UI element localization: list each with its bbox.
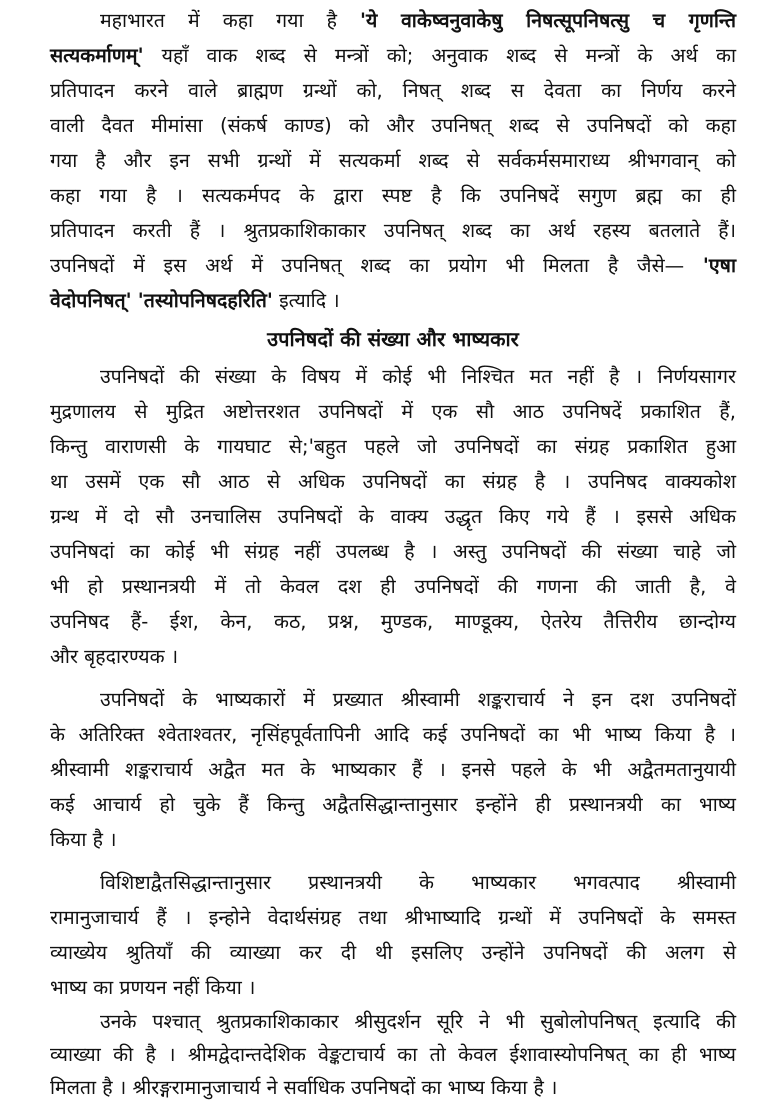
paragraph2-line: उपनिषदों की संख्या के विषय में कोई भी निश्चित मत नहीं है । निर्णयसागर — [100, 365, 736, 388]
paragraph3-line: उपनिषदों के भाष्यकारों में प्रख्यात श्रीस्वामी शङ्कराचार्य ने इन दश उपनिषदों — [100, 688, 736, 711]
paragraph1-line-4: वाली दैवत मीमांसा (संकर्ष काण्ड) को और उपनिषत् शब्द से उपनिषदों को कहा — [50, 114, 736, 137]
paragraph5-line: उनके पश्चात् श्रुतप्रकाशिकाकार श्रीसुदर्शन सूरि ने भी सुबोलोपनिषत् इत्यादि की — [100, 1010, 736, 1033]
paragraph1-text: महाभारत में कहा गया है — [100, 9, 361, 32]
paragraph5-line: मिलता है । श्रीरङ्गरामानुजाचार्य ने सर्वाधिक उपनिषदों का भाष्य किया है । — [50, 1076, 558, 1099]
paragraph1-line-5: गया है और इन सभी ग्रन्थों में सत्यकर्मा शब्द से सर्वकर्मसमाराध्य श्रीभगवान् को — [50, 149, 736, 172]
section-heading: उपनिषदों की संख्या और भाष्यकार — [267, 327, 519, 351]
quote-mahabharata: 'ये वाकेष्वनुवाकेषु निषत्सूपनिषत्सु च गृणन्ति — [360, 9, 736, 32]
quote-esha: 'एषा — [702, 254, 736, 277]
paragraph2-line: किन्तु वाराणसी के गायघाट से;'बहुत पहले जो उपनिषदों का संग्रह प्रकाशित हुआ — [50, 435, 736, 458]
paragraph1-text: यहाँ वाक शब्द से मन्त्रों को; अनुवाक शब्द से मन्त्रों के अर्थ का — [143, 44, 736, 67]
paragraph4-line: भाष्य का प्रणयन नहीं किया । — [50, 976, 256, 999]
paragraph2-line: था उसमें एक सौ आठ से अधिक उपनिषदों का संग्रह है । उपनिषद वाक्यकोश — [50, 470, 736, 493]
paragraph1-line-1 — [50, 4, 736, 38]
paragraph1-line-7: प्रतिपादन करती हैं । श्रुतप्रकाशिकाकार उपनिषत् शब्द का अर्थ रहस्य बतलाते हैं। — [50, 219, 736, 242]
paragraph1-text: उपनिषदों में इस अर्थ में उपनिषत् शब्द का प्रयोग भी मिलता है जैसे— — [50, 254, 703, 277]
quote-vedopanishat: वेदोपनिषत्' — [50, 289, 132, 312]
paragraph1-line-9 — [50, 284, 736, 318]
paragraph3-line: श्रीस्वामी शङ्कराचार्य अद्वैत मत के भाष्यकार हैं । इनसे पहले के भी अद्वैतमतानुयायी — [50, 758, 736, 781]
paragraph5-line: व्याख्या की है । श्रीमद्वेदान्तदेशिक वेङ्कटाचार्य का तो केवल ईशावास्योपनिषत् का ही भाष्य — [50, 1043, 736, 1066]
quote-tasyopanishad: 'तस्योपनिषदहरिति' — [137, 289, 273, 312]
paragraph1-line-2 — [50, 39, 736, 73]
paragraph2-line: ग्रन्थ में दो सौ उनचालिस उपनिषदों के वाक्य उद्धृत किए गये हैं । इससे अधिक — [50, 505, 736, 528]
paragraph2-line: मुद्रणालय से मुद्रित अष्टोत्तरशत उपनिषदों में एक सौ आठ उपनिषदें प्रकाशित हैं, — [50, 400, 736, 423]
paragraph3-line: के अतिरिक्त श्वेताश्वतर, नृसिंहपूर्वतापिनी आदि कई उपनिषदों का भी भाष्य किया है । — [50, 723, 736, 746]
paragraph2-line: भी हो प्रस्थानत्रयी में तो केवल दश ही उपनिषदों की गणना की जाती है, वे — [50, 575, 736, 598]
paragraph2-line: उपनिषदां का कोई भी संग्रह नहीं उपलब्ध है । अस्तु उपनिषदों की संख्या चाहे जो — [50, 540, 736, 563]
paragraph1-line-3: प्रतिपादन करने वाले ब्राह्मण ग्रन्थों को, निषत् शब्द स देवता का निर्णय करने — [50, 79, 736, 102]
paragraph2-line: और बृहदारण्यक । — [50, 645, 179, 668]
paragraph4-line: व्याख्येय श्रुतियाँ की व्याख्या कर दी थी इसलिए उन्होंने उपनिषदों की अलग से — [50, 941, 736, 964]
paragraph3-line: किया है । — [50, 828, 117, 851]
paragraph4-line: विशिष्टाद्वैतसिद्धान्तानुसार प्रस्थानत्रयी के भाष्यकार भगवत्पाद श्रीस्वामी — [100, 871, 736, 894]
paragraph3-line: कई आचार्य हो चुके हैं किन्तु अद्वैतसिद्धान्तानुसार इन्होंने ही प्रस्थानत्रयी का भाष्य — [50, 793, 736, 816]
paragraph2-line: उपनिषद हैं- ईश, केन, कठ, प्रश्न, मुण्डक, माण्डूक्य, ऐतरेय तैत्तिरीय छान्दोग्य — [50, 610, 736, 633]
paragraph1-line-6: कहा गया है । सत्यकर्मपद के द्वारा स्पष्ट है कि उपनिषदें सगुण ब्रह्म का ही — [50, 184, 736, 207]
quote-mahabharata-end: सत्यकर्माणम्' — [50, 44, 144, 67]
paragraph1-line-8 — [50, 249, 736, 283]
paragraph4-line: रामानुजाचार्य हैं । इन्होने वेदार्थसंग्रह तथा श्रीभाष्यादि ग्रन्थों में उपनिषदों के समस्त — [50, 906, 736, 929]
paragraph1-text: इत्यादि । — [272, 289, 340, 312]
